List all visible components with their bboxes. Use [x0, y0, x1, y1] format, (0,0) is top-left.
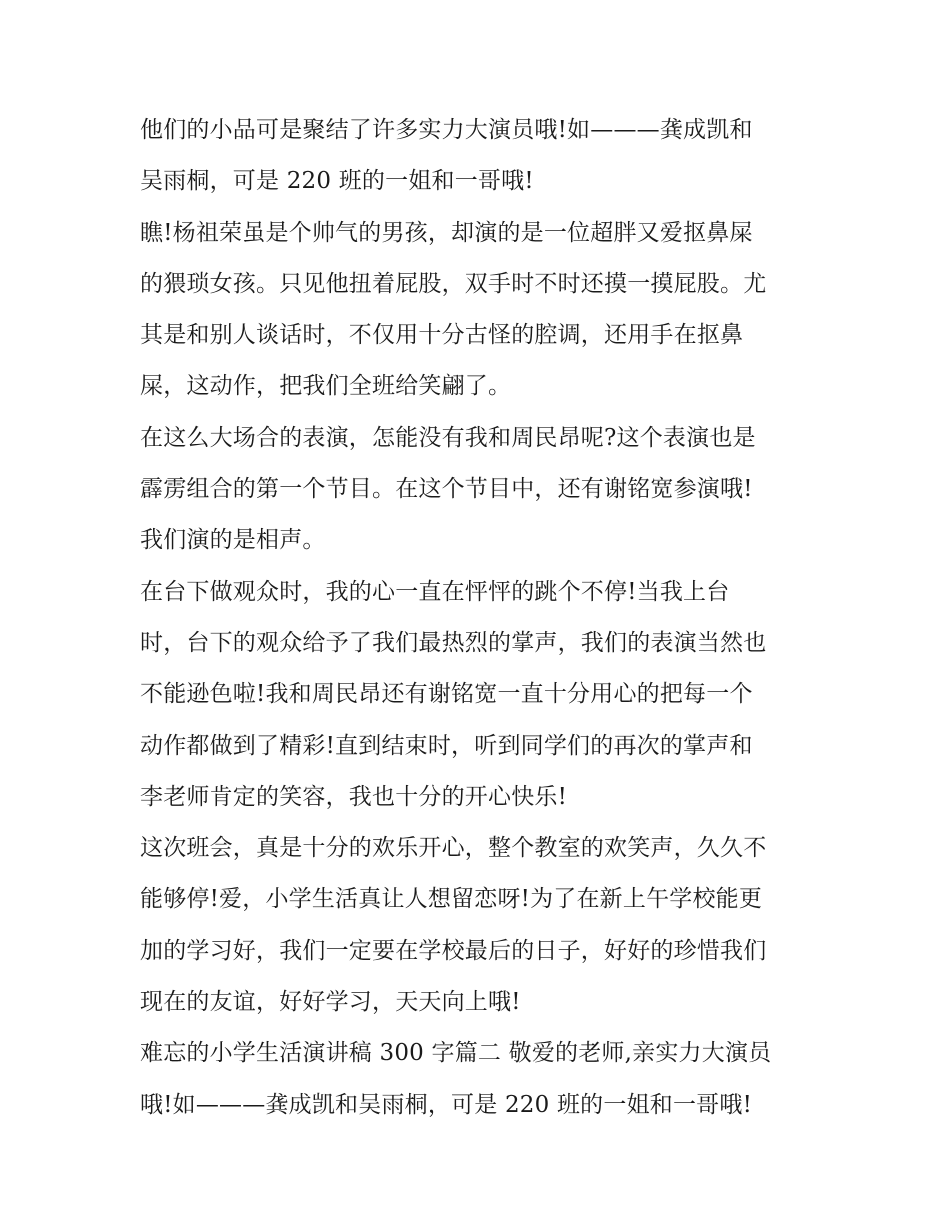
text-line: 李老师肯定的笑容，我也十分的开心快乐! [140, 783, 568, 810]
text-line: 的猥琐女孩。只见他扭着屁股，双手时不时还摸一摸屁股。尤 [140, 270, 767, 297]
text-line: 不能逊色啦!我和周民昂还有谢铭宽一直十分用心的把每一个 [140, 681, 753, 708]
text-line: 动作都做到了精彩!直到结束时，听到同学们的再次的掌声和 [140, 732, 753, 759]
text-line: 时，台下的观众给予了我们最热烈的掌声，我们的表演当然也 [140, 629, 767, 656]
body-text [140, 105, 820, 1131]
text-line: 能够停!爱，小学生活真让人想留恋呀!为了在新上午学校能更 [140, 886, 763, 913]
text-line: 这次班会，真是十分的欢乐开心，整个教室的欢笑声，久久不 [140, 835, 767, 862]
text-line: 其是和别人谈话时，不仅用十分古怪的腔调，还用手在抠鼻 [140, 322, 744, 349]
text-line: 哦!如———龚成凯和吴雨桐，可是 220 班的一姐和一哥哦! [140, 1091, 753, 1118]
text-line: 在这么大场合的表演，怎能没有我和周民昂呢?这个表演也是 [140, 424, 756, 451]
text-line: 他们的小品可是聚结了许多实力大演员哦!如———龚成凯和 [140, 117, 753, 143]
text-line: 现在的友谊，好好学习，天天向上哦! [140, 989, 521, 1016]
text-line: 我们演的是相声。 [140, 527, 326, 554]
text-line: 瞧!杨祖荣虽是个帅气的男孩，却演的是一位超胖又爱抠鼻屎 [140, 219, 753, 246]
text-line: 难忘的小学生活演讲稿 300 字篇二 敬爱的老师,亲实力大演员 [140, 1040, 772, 1067]
text-line: 屎，这动作，把我们全班给笑翩了。 [140, 373, 512, 400]
text-line: 加的学习好，我们一定要在学校最后的日子，好好的珍惜我们 [140, 937, 767, 964]
text-line: 吴雨桐，可是 220 班的一姐和一哥哦! [140, 168, 534, 195]
text-line: 在台下做观众时，我的心一直在怦怦的跳个不停!当我上台 [140, 578, 730, 605]
text-line: 霹雳组合的第一个节目。在这个节目中，还有谢铭宽参演哦! [140, 476, 753, 503]
